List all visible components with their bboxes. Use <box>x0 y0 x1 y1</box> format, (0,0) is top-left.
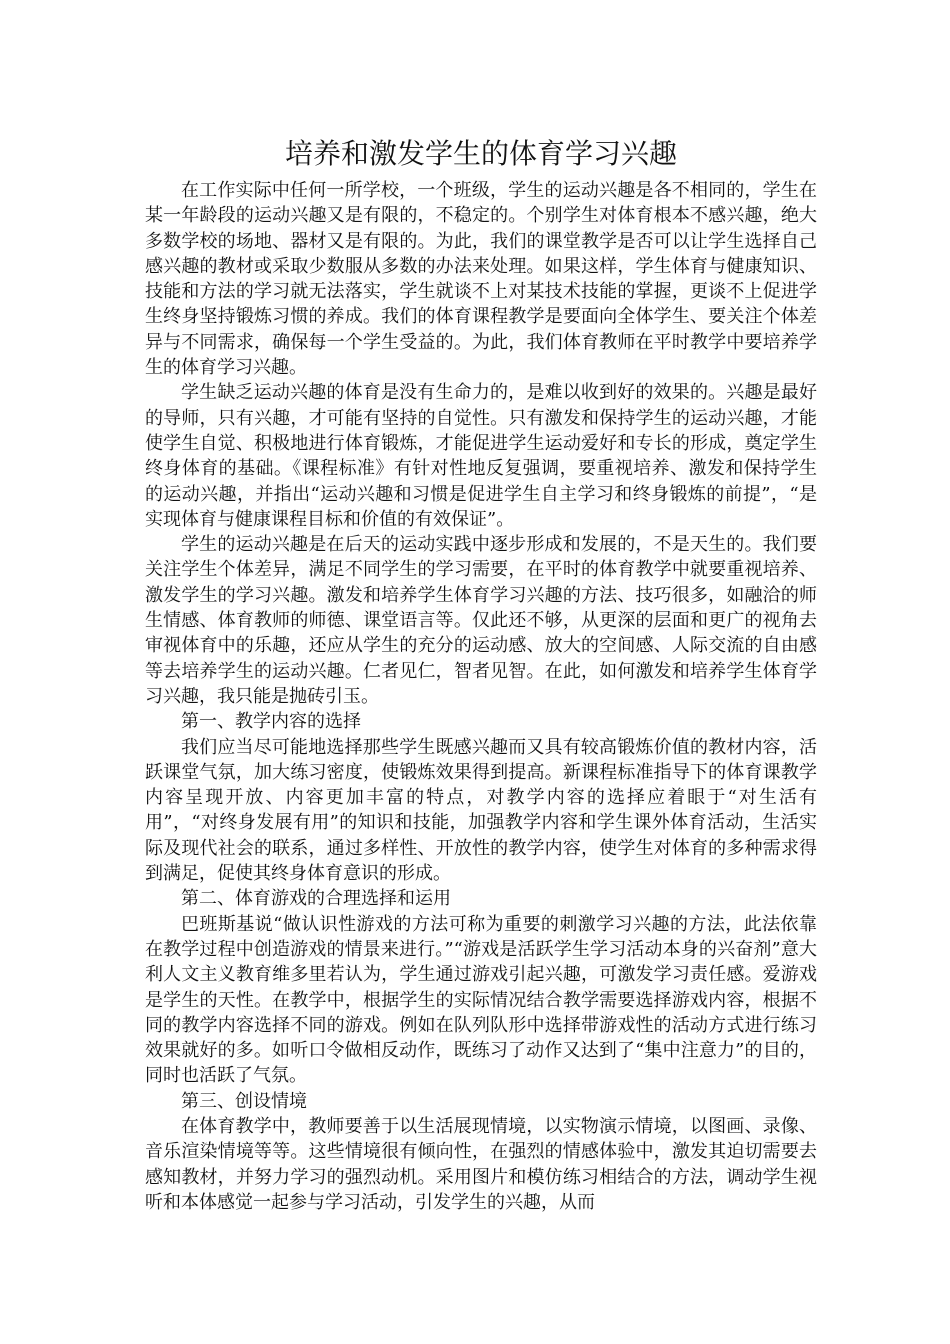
section-heading: 第一、教学内容的选择 <box>181 711 361 733</box>
body-paragraph: 在工作实际中任何一所学校，一个班级，学生的运动兴趣是各不相同的，学生在某一年龄段的运动兴趣又是有限的，不稳定的。个别学生对体育根本不感兴趣，绝大多数学校的场地、器材又是有限的。为此，我们的课堂教学是否可以让学生选择自己感兴趣的教材或采取少数服从多数的办法来处理。如果这样，学生体育与健康知识、技能和方法的学习就无法落实，学生就谈不上对某技术技能的掌握，更谈不上促进学生终身坚持锻炼习惯的养成。我们的体育课程教学是要面向全体学生、要关注个体差异与不同需求，确保每一个学生受益的。为此，我们体育教师在平时教学中要培养学生的体育学习兴趣。 <box>145 180 817 379</box>
section-heading: 第三、创设情境 <box>181 1090 307 1112</box>
section-heading: 第二、体育游戏的合理选择和运用 <box>181 888 451 910</box>
body-paragraph: 巴班斯基说“做认识性游戏的方法可称为重要的刺激学习兴趣的方法，此法依靠在教学过程中创造游戏的情景来进行。”“游戏是活跃学生学习活动本身的兴奋剂”意大利人文主义教育维多里若认为，学生通过游戏引起兴趣，可激发学习责任感。爱游戏是学生的天性。在教学中，根据学生的实际情况结合教学需要选择游戏内容，根据不同的教学内容选择不同的游戏。例如在队列队形中选择带游戏性的活动方式进行练习效果就好的多。如听口令做相反动作，既练习了动作又达到了“集中注意力”的目的，同时也活跃了气氛。 <box>145 913 817 1087</box>
body-paragraph: 在体育教学中，教师要善于以生活展现情境，以实物演示情境，以图画、录像、音乐渲染情境等等。这些情境很有倾向性，在强烈的情感体验中，激发其迫切需要去感知教材，并努力学习的强烈动机。采用图片和模仿练习相结合的方法，调动学生视听和本体感觉一起参与学习活动，引发学生的兴趣，从而 <box>145 1115 817 1213</box>
body-paragraph: 我们应当尽可能地选择那些学生既感兴趣而又具有较高锻炼价值的教材内容，活跃课堂气氛，加大练习密度，使锻炼效果得到提高。新课程标准指导下的体育课教学内容呈现开放、内容更加丰富的特点，对教学内容的选择应着眼于“对生活有用”，“对终身发展有用”的知识和技能，加强教学内容和学生课外体育活动，生活实际及现代社会的联系，通过多样性、开放性的教学内容，使学生对体育的多种需求得到满足，促使其终身体育意识的形成。 <box>145 736 817 885</box>
body-paragraph: 学生缺乏运动兴趣的体育是没有生命力的，是难以收到好的效果的。兴趣是最好的导师，只有兴趣，才可能有坚持的自觉性。只有激发和保持学生的运动兴趣，才能使学生自觉、积极地进行体育锻炼，才能促进学生运动爱好和专长的形成，奠定学生终身体育的基础。《课程标准》有针对性地反复强调，要重视培养、激发和保持学生的运动兴趣，并指出“运动兴趣和习惯是促进学生自主学习和终身锻炼的前提”，“是实现体育与健康课程目标和价值的有效保证”。 <box>145 382 817 530</box>
document-page <box>145 132 817 1215</box>
document-title: 培养和激发学生的体育学习兴趣 <box>284 137 677 170</box>
body-paragraph: 学生的运动兴趣是在后天的运动实践中逐步形成和发展的，不是天生的。我们要关注学生个体差异，满足不同学生的学习需要，在平时的体育教学中就要重视培养、激发学生的学习兴趣。激发和培养学生体育学习兴趣的方法、技巧很多，如融洽的师生情感、体育教师的师德、课堂语言等。仅此还不够，从更深的层面和更广的视角去审视体育中的乐趣，还应从学生的充分的运动感、放大的空间感、人际交流的自由感等去培养学生的运动兴趣。仁者见仁，智者见智。在此，如何激发和培养学生体育学习兴趣，我只能是抛砖引玉。 <box>145 534 817 707</box>
